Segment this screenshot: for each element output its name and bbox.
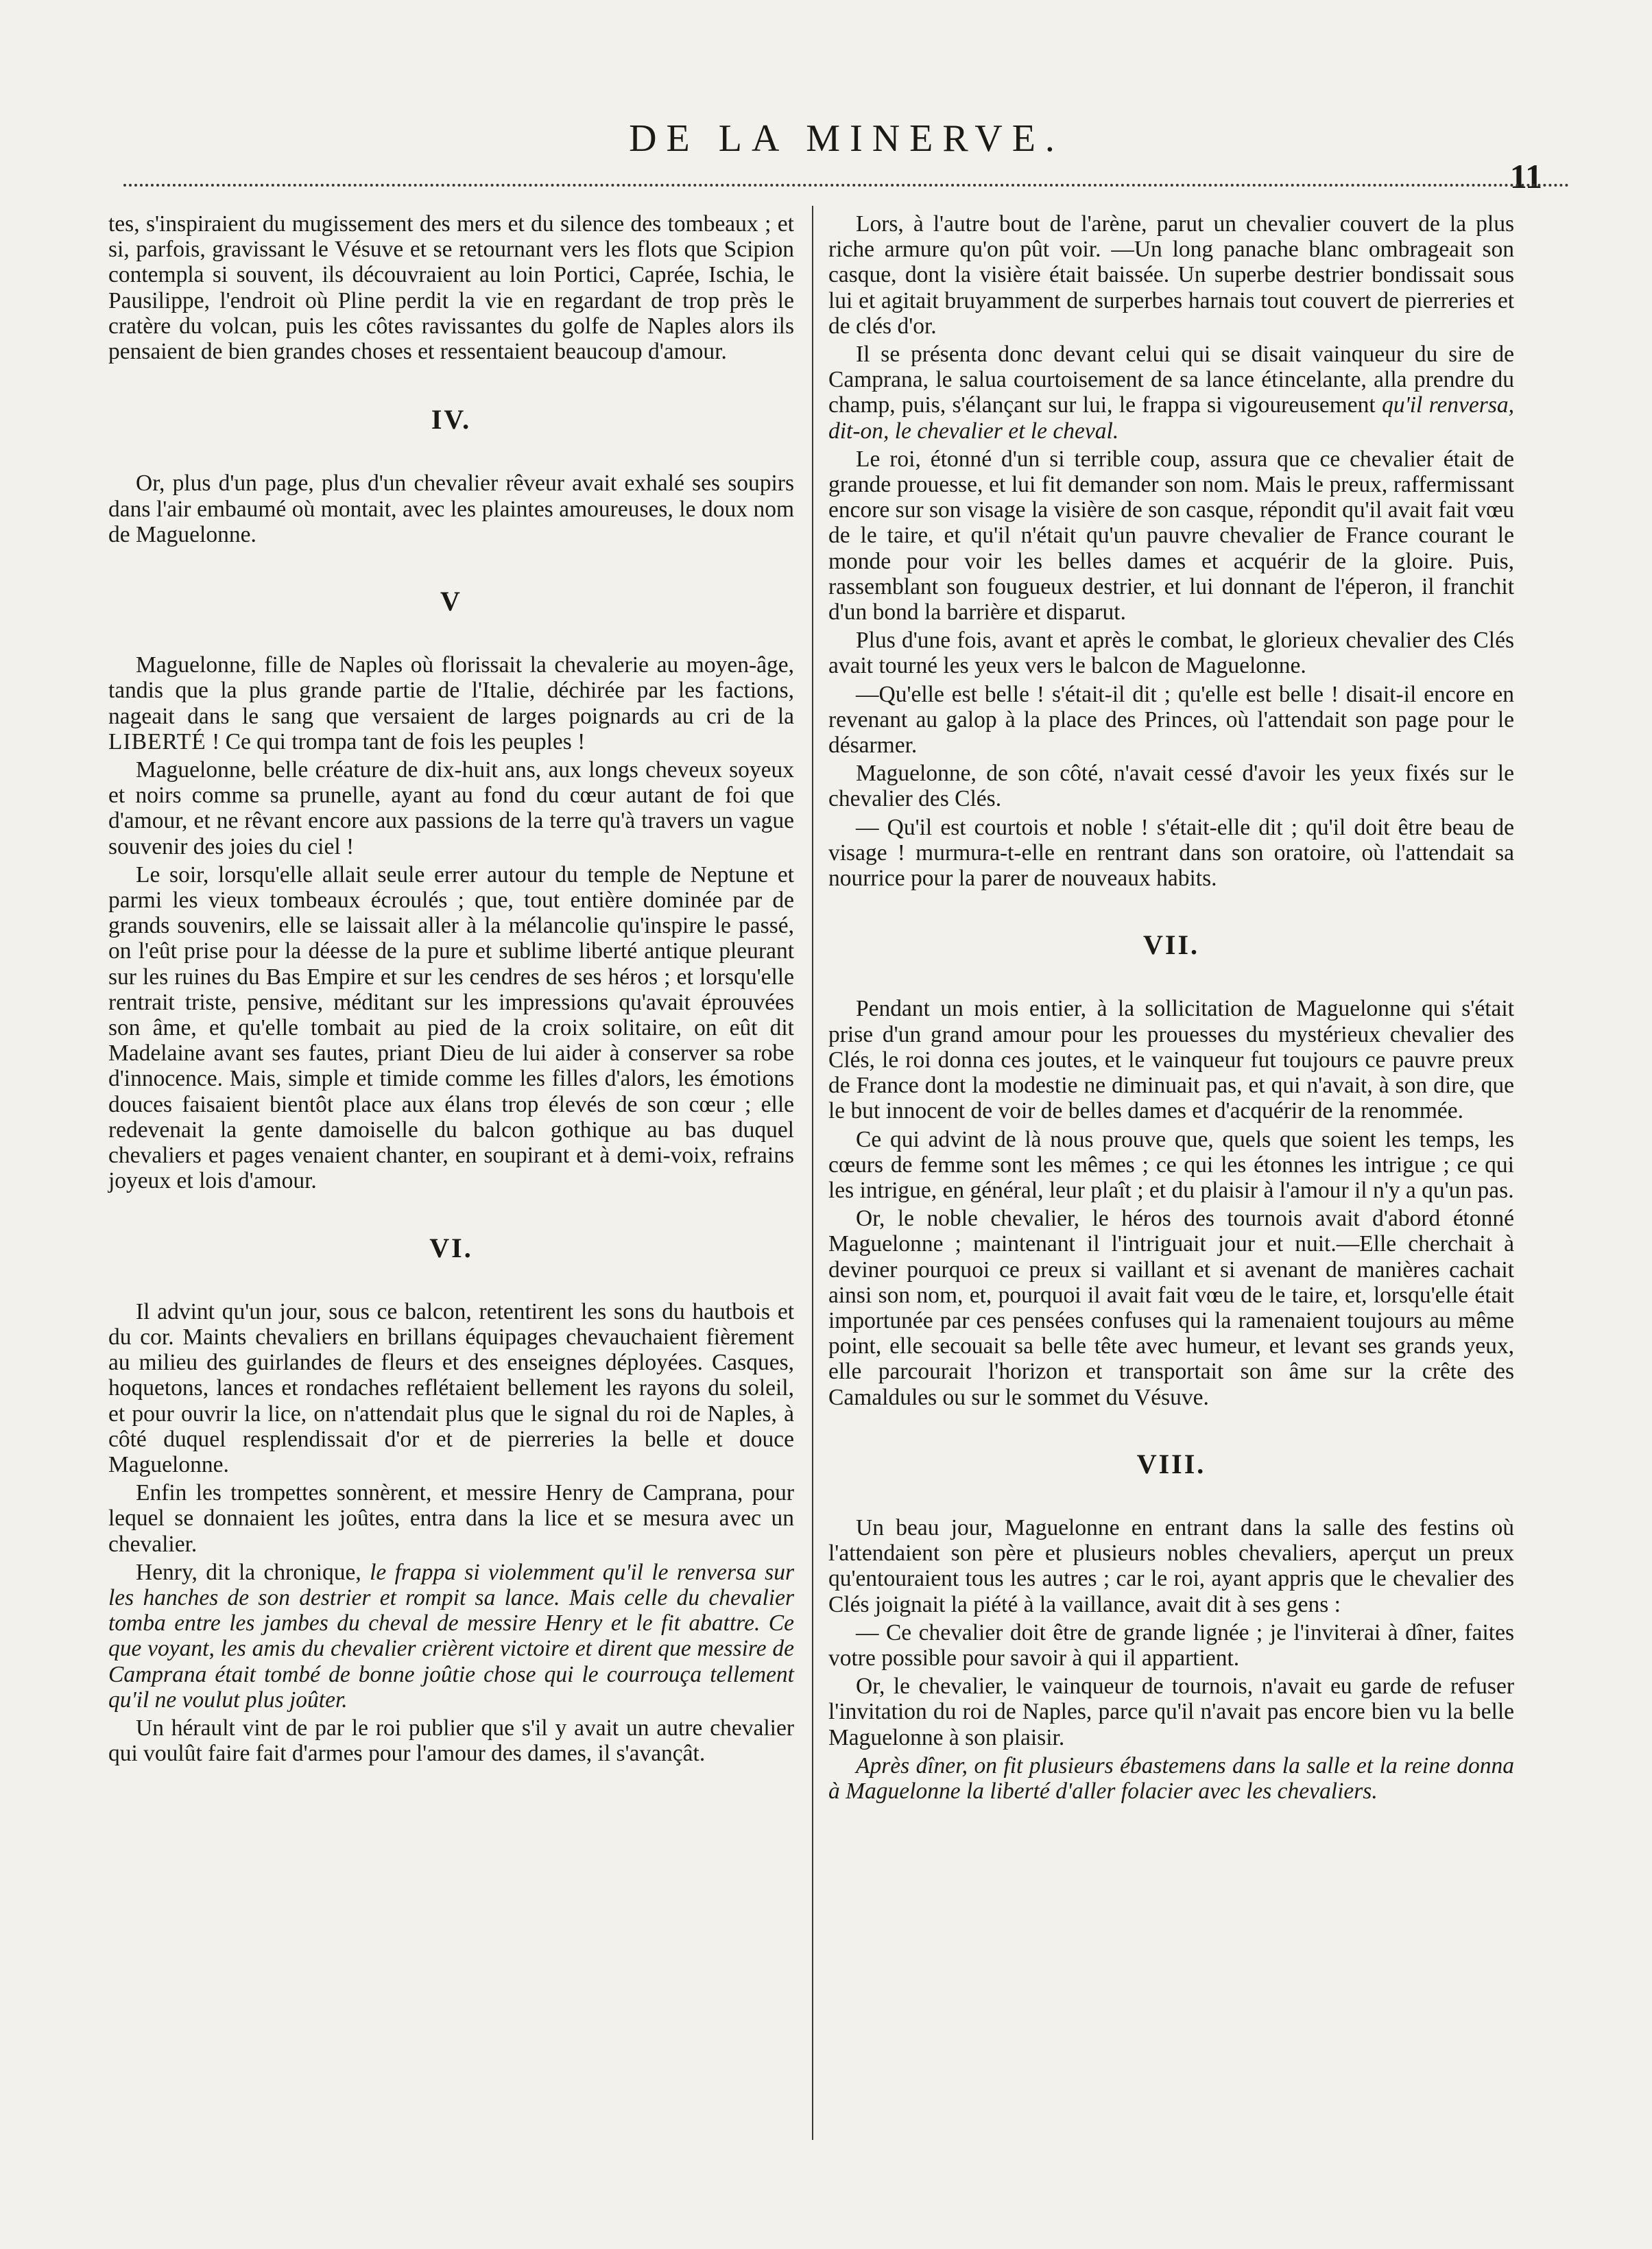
running-title: DE LA MINERVE.	[629, 117, 1064, 160]
left-column	[108, 211, 794, 1769]
chronicle-quote: le frappa si violemment qu'il le renversa sur les hanches de son destrier et rompit sa lance. Mais celle du chevalier tomba entre les jambes du cheval de messire Henry et le fit abattre. Ce que voyant, les amis du chevalier crièrent victoire et dirent que messire de Camprana était tombé de bonne joûtie chose qui le courrouça tellement qu'il ne voulut plus joûter.	[108, 1559, 794, 1713]
paragraph: Un hérault vint de par le roi publier que s'il y avait un autre chevalier qui voulût faire fait d'armes pour l'amour des dames, il s'avançât.	[108, 1715, 794, 1767]
section-heading-iv: IV.	[431, 404, 472, 436]
paragraph: Ce qui advint de là nous prouve que, quels que soient les temps, les cœurs de femme sont les mêmes ; ce qui les étonnes les intrigue ; ce qui les intrigue, en général, leur plaît ; et du plaisir à l'amour il n'y a qu'un pas.	[828, 1126, 1514, 1203]
paragraph: —Qu'elle est belle ! s'était-il dit ; qu'elle est belle ! disait-il encore en revenant au galop à la place des Princes, où l'attendait son page pour le désarmer.	[828, 681, 1514, 759]
page-number: 11	[1509, 157, 1542, 195]
italic-run: qu'il renversa, dit-on, le chevalier et le cheval.	[828, 392, 1514, 444]
paragraph	[108, 652, 794, 754]
emphasized-word: LIBERTÉ	[108, 728, 206, 754]
paragraph	[828, 342, 1514, 444]
paragraph: — Ce chevalier doit être de grande lignée ; je l'inviterai à dîner, faites votre possible pour savoir à qui il appartient.	[828, 1619, 1514, 1671]
text-run: ! Ce qui trompa tant de fois les peuples !	[212, 728, 586, 754]
section-heading-v: V	[440, 586, 462, 617]
paragraph: Maguelonne, de son côté, n'avait cessé d'avoir les yeux fixés sur le chevalier des Clés.	[828, 761, 1514, 812]
text-run: Il se présenta donc devant celui qui se disait vainqueur du sire de Camprana, le salua courtoisement de sa lance étincelante, alla prendre du champ, puis, s'élançant sur lui, le frappa si vigoureusement	[828, 342, 1514, 418]
paragraph: Pendant un mois entier, à la sollicitation de Maguelonne qui s'était prise d'un grand amour pour les prouesses du mystérieux chevalier des Clés, le roi donna ces joutes, et le vainqueur fut toujours ce pauvre preux de France dont la modestie ne diminuait pas, et qui n'avait, à son dire, que le but innocent de voir de belles dames et d'acquérir de la renommée.	[828, 996, 1514, 1124]
paragraph: tes, s'inspiraient du mugissement des mers et du silence des tombeaux ; et si, parfois, gravissant le Vésuve et se retournant vers les flots que Scipion contempla si souvent, ils découvraient au loin Portici, Caprée, Ischia, le Pausilippe, l'endroit où Pline perdit la vie en regardant de trop près le cratère du volcan, puis les côtes ravissantes du golfe de Naples alors ils pensaient de bien grandes choses et ressentaient beaucoup d'amour.	[108, 211, 794, 365]
section-heading-vii: VII.	[1142, 929, 1200, 961]
paragraph: Un beau jour, Maguelonne en entrant dans la salle des festins où l'attendaient son père et plusieurs nobles chevaliers, aperçut un preux qu'entouraient tous les autres ; car le roi, ayant appris que le chevalier des Clés joignait la piété à la vaillance, avait dit à ses gens :	[828, 1514, 1514, 1617]
paragraph: Le soir, lorsqu'elle allait seule errer autour du temple de Neptune et parmi les vieux tombeaux écroulés ; que, tout entière dominée par de grands souvenirs, elle se laissait aller à la mélancolie qu'inspire le passé, on l'eût prise pour la déesse de la pure et sublime liberté antique pleurant sur les ruines du Bas Empire et sur les cendres de ses héros ; et lorsqu'elle rentrait triste, pensive, méditant sur les impressions qu'avait éprouvées son âme, et qu'elle tombait au pied de la croix solitaire, on eût dit Madelaine avant ses fautes, priant Dieu de lui aider à conserver sa robe d'innocence. Mais, simple et timide comme les filles d'alors, les émotions douces faisaient bientôt place aux élans trop élevés de son cœur ; elle redevenait la gente damoiselle du balcon gothique au bas duquel chevaliers et pages venaient chanter, en soupirant et à demi-voix, refrains joyeux et lois d'amour.	[108, 861, 794, 1194]
paragraph: Le roi, étonné d'un si terrible coup, assura que ce chevalier était de grande prouesse, et lui fit demander son nom. Mais le preux, raffermissant encore sur son visage la visière de son casque, répondit qu'il avait fait vœu de le taire, et qu'il n'était qu'un pauvre chevalier de France courant le monde pour voir les belles dames et acquérir de la gloire. Puis, rassemblant son fougueux destrier, et lui donnant de l'éperon, il franchit d'un bond la barrière et disparut.	[828, 446, 1514, 626]
page-header	[123, 117, 1570, 195]
right-column	[828, 211, 1514, 1807]
section-heading-vi: VI.	[429, 1232, 473, 1263]
header-dotted-rule	[123, 184, 1570, 187]
paragraph: Enfin les trompettes sonnèrent, et messire Henry de Camprana, pour lequel se donnaient les joûtes, entra dans la lice et se mesura avec un chevalier.	[108, 1480, 794, 1557]
paragraph: — Qu'il est courtois et noble ! s'était-elle dit ; qu'il doit être beau de visage ! murmura-t-elle en rentrant dans son oratoire, où l'attendait sa nourrice pour la parer de nouveaux habits.	[828, 814, 1514, 892]
paragraph: Il advint qu'un jour, sous ce balcon, retentirent les sons du hautbois et du cor. Maints chevaliers en brillans équipages chevauchaient fièrement au milieu des guirlandes de fleurs et des enseignes déployées. Casques, hoquetons, lances et rondaches reflétaient bellement les rayons du soleil, et pour ouvrir la lice, on n'attendait plus que le signal du roi de Naples, à côté duquel resplendissait d'or et de pierreries la belle et douce Maguelonne.	[108, 1298, 794, 1477]
paragraph: Après dîner, on fit plusieurs ébastemens dans la salle et la reine donna à Maguelonne la liberté d'aller folacier avec les chevaliers.	[828, 1752, 1514, 1804]
paragraph: Or, le noble chevalier, le héros des tournois avait d'abord étonné Maguelonne ; maintenant il l'intriguait jour et nuit.—Elle cherchait à deviner pourquoi ce preux si vaillant et si avenant de manières cachait ainsi son nom, et, pourquoi il avait fait vœu de le taire, et, lorsqu'elle était importunée par ces pensées confuses qui la ramenaient toujours au même point, elle secouait sa belle tête avec humeur, et levant ses grands yeux, elle parcourait l'horizon et transportait son âme sur la crête des Camaldules ou sur le sommet du Vésuve.	[828, 1206, 1514, 1410]
paragraph	[108, 1560, 794, 1713]
paragraph: Lors, à l'autre bout de l'arène, parut un chevalier couvert de la plus riche armure qu'on pût voir. —Un long panache blanc ombrageait son casque, dont la visière était baissée. Un superbe destrier bondissait sous lui et agitait bruyamment de surperbes harnais tout couvert de pierreries et de clés d'or.	[828, 211, 1514, 339]
section-heading-viii: VIII.	[1136, 1448, 1206, 1479]
text-run: Henry, dit la chronique,	[136, 1559, 361, 1585]
paragraph: Or, le chevalier, le vainqueur de tournois, n'avait eu garde de refuser l'invitation du roi de Naples, parce qu'il n'avait pas encore bien vu la belle Maguelonne à son plaisir.	[828, 1674, 1514, 1750]
paragraph: Maguelonne, belle créature de dix-huit ans, aux longs cheveux soyeux et noirs comme sa prunelle, ayant au fond du cœur autant de foi que d'amour, et ne rêvant encore aux passions de la terre qu'à travers un vague souvenir des joies du ciel !	[108, 757, 794, 859]
column-divider	[812, 206, 813, 2140]
text-run: Maguelonne, fille de Naples où florissait la chevalerie au moyen-âge, tandis que la plus grande partie de l'Italie, déchirée par les factions, nageait dans le sang que versaient de larges poignards au cri de la	[108, 652, 794, 729]
paragraph: Or, plus d'un page, plus d'un chevalier rêveur avait exhalé ses soupirs dans l'air embaumé où montait, avec les plaintes amoureuses, le doux nom de Maguelonne.	[108, 471, 794, 547]
paragraph: Plus d'une fois, avant et après le combat, le glorieux chevalier des Clés avait tourné les yeux vers le balcon de Maguelonne.	[828, 628, 1514, 679]
